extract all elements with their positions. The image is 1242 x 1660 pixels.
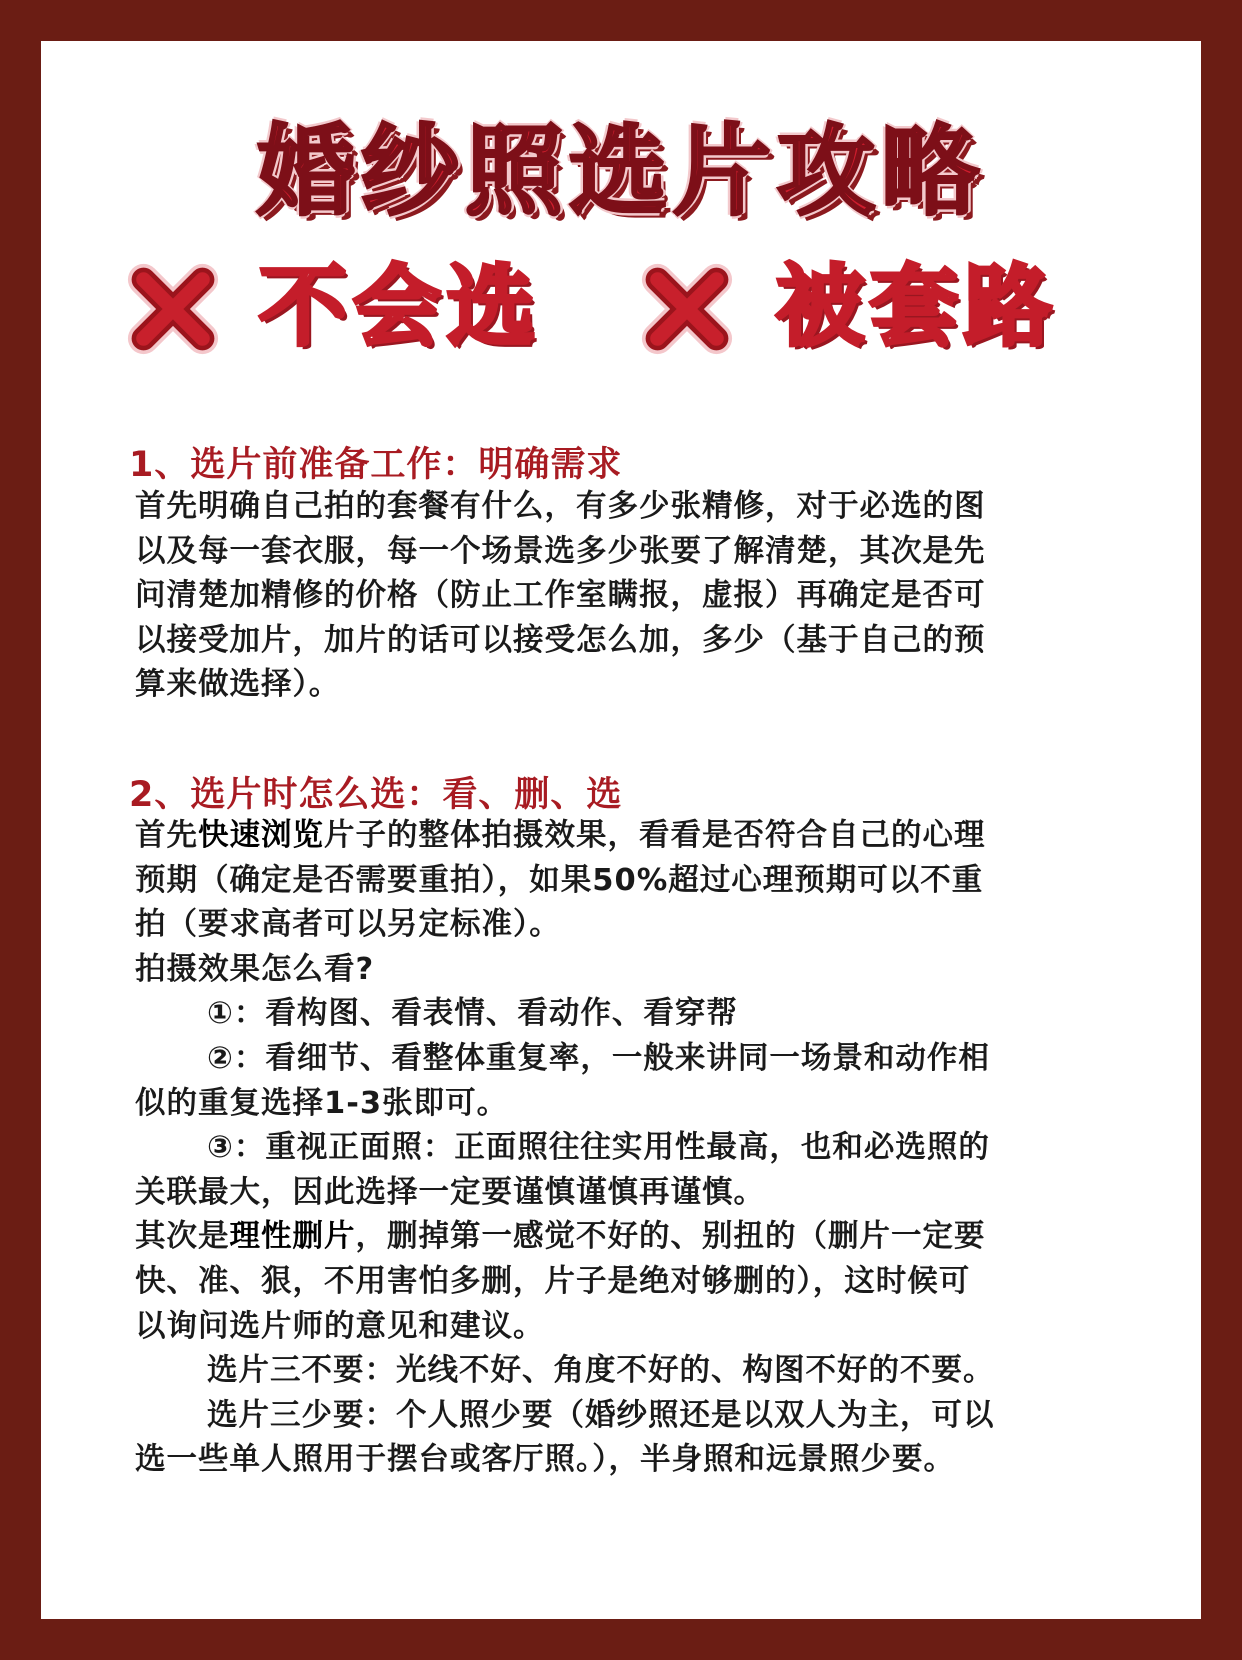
tip-item: ①：看构图、看表情、看动作、看穿帮 [207,996,738,1032]
paragraph-line: 拍摄效果怎么看? [135,951,375,987]
paragraph-line: 关联最大，因此选择一定要谨慎谨慎再谨慎。 [135,1174,765,1210]
paragraph-line: 其次是理性删片，删掉第一感觉不好的、别扭的（删片一定要 [135,1219,986,1255]
section1-line: 首先明确自己拍的套餐有什么，有多少张精修，对于必选的图 [135,489,986,524]
rule-item: 选片三少要：个人照少要（婚纱照还是以双人为主，可以 [207,1397,995,1433]
tag-not-know-how: 不会选 [259,255,542,358]
cross-icon [127,263,219,355]
poster-card [41,41,1201,1619]
paragraph-line: 预期（确定是否需要重拍），如果50%超过心理预期可以不重 [135,862,984,898]
section1-line: 以接受加片，加片的话可以接受怎么加，多少（基于自己的预 [135,622,986,658]
paragraph-line: 首先快速浏览片子的整体拍摄效果，看看是否符合自己的心理 [135,818,986,853]
emphasis: 理性删片 [229,1219,356,1255]
cross-icon [641,263,733,355]
tag-tricked: 被套路 [776,255,1059,358]
paragraph-line: 选一些单人照用于摆台或客厅照。），半身照和远景照少要。 [135,1442,955,1478]
paragraph-line: 快、准、狠，不用害怕多删，片子是绝对够删的），这时候可 [135,1263,971,1299]
section1-line: 算来做选择）。 [135,667,341,703]
section1-body [135,485,1135,708]
section1-line: 问清楚加精修的价格（防止工作室瞒报，虚报）再确定是否可 [135,578,986,614]
section2-heading: 2、选片时怎么选：看、删、选 [129,775,623,815]
rule-item: 选片三不要：光线不好、角度不好的、构图不好的不要。 [207,1353,995,1389]
paragraph-line: 以询问选片师的意见和建议。 [135,1308,545,1344]
poster-title: 婚纱照选片攻略 [256,115,985,229]
section1-line: 以及每一套衣服，每一个场景选多少张要了解清楚，其次是先 [135,533,986,569]
section2-body [135,814,1135,1483]
emphasis: 快速浏览 [198,818,324,853]
tip-item: ③：重视正面照：正面照往往实用性最高，也和必选照的 [207,1130,990,1166]
paragraph-line: 似的重复选择1-3张即可。 [135,1085,509,1121]
paragraph-line: 拍（要求高者可以另定标准）。 [135,907,561,943]
section1-heading: 1、选片前准备工作：明确需求 [129,445,623,485]
tip-item: ②：看细节、看整体重复率，一般来讲同一场景和动作相 [207,1040,990,1076]
